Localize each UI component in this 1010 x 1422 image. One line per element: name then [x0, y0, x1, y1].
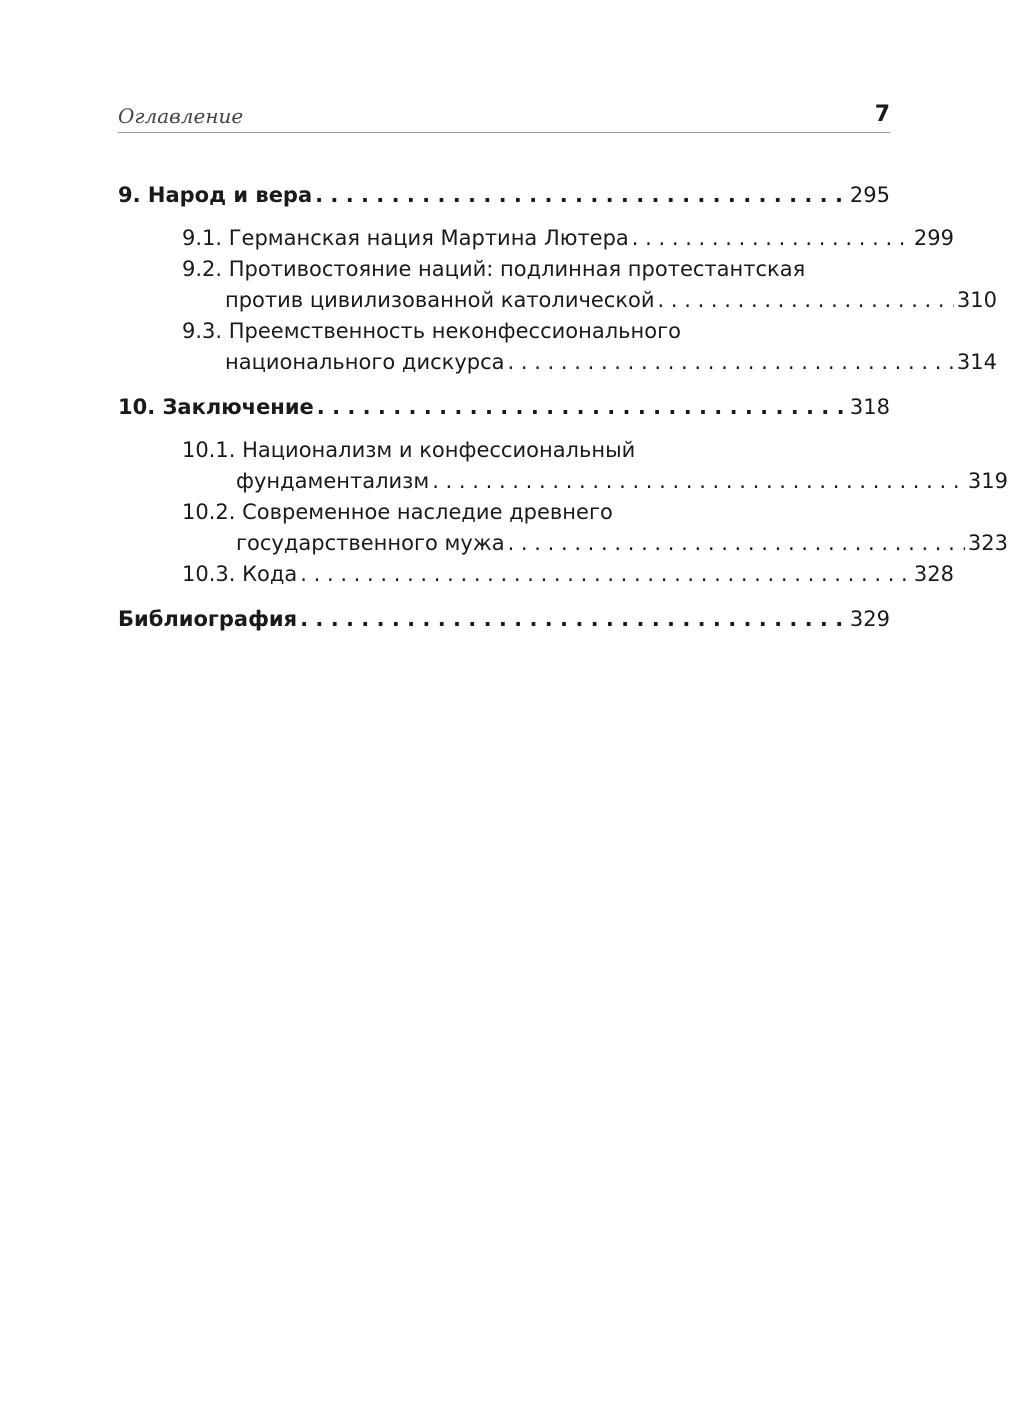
toc-page-number: 328 — [913, 562, 954, 586]
toc-chapter-9-sections — [118, 223, 997, 378]
running-header — [118, 100, 890, 133]
toc-page-number: 314 — [956, 350, 997, 374]
toc-section-title: 9.2. Противостояние наций: подлинная протестантская — [182, 257, 806, 281]
toc-chapter-title: 10. Заключение — [118, 395, 314, 419]
toc-section-title-continued: фундаментализм — [236, 469, 430, 493]
toc-section-title: 9.3. Преемственность неконфессионального — [182, 319, 681, 343]
toc-section-title: 10.2. Современное наследие древнего — [182, 500, 613, 524]
toc-section-9-3[interactable] — [118, 316, 997, 378]
toc-chapter-10-sections — [118, 435, 1008, 590]
toc-section-title-continued: против цивилизованной католической — [225, 288, 655, 312]
toc-page-number: 295 — [849, 183, 890, 207]
toc-section-10-3[interactable] — [118, 559, 954, 590]
toc-section-title-continued: государственного мужа — [236, 531, 505, 555]
toc-page-number: 299 — [913, 226, 954, 250]
toc-chapter-title: 9. Народ и вера — [118, 183, 313, 207]
toc-chapter-10[interactable] — [118, 392, 890, 423]
toc-chapter-title: Библиография — [118, 607, 298, 631]
toc-section-title: 9.1. Германская нация Мартина Лютера — [182, 226, 629, 250]
toc-section-title: 10.1. Национализм и конфессиональный — [182, 438, 636, 462]
toc-section-9-2[interactable] — [118, 254, 997, 316]
table-of-contents — [118, 180, 1008, 647]
toc-page-number: 318 — [849, 395, 890, 419]
dot-leader — [300, 604, 847, 635]
dot-leader — [317, 392, 847, 423]
dot-leader — [315, 180, 847, 211]
toc-page-number: 323 — [967, 531, 1008, 555]
dot-leader — [300, 559, 911, 590]
toc-page-number: 329 — [849, 607, 890, 631]
toc-section-title: 10.3. Кода — [182, 562, 298, 586]
toc-section-10-2[interactable] — [118, 497, 1008, 559]
toc-bibliography[interactable] — [118, 604, 890, 635]
toc-section-9-1[interactable] — [118, 223, 954, 254]
toc-section-10-1[interactable] — [118, 435, 1008, 497]
header-page-number: 7 — [874, 102, 890, 127]
toc-page-number: 319 — [967, 469, 1008, 493]
dot-leader — [508, 528, 965, 559]
dot-leader — [432, 466, 965, 497]
dot-leader — [658, 285, 954, 316]
toc-section-title-continued: национального дискурса — [225, 350, 505, 374]
toc-chapter-9[interactable] — [118, 180, 890, 211]
toc-page-number: 310 — [956, 288, 997, 312]
dot-leader — [632, 223, 911, 254]
header-title: Оглавление — [118, 104, 244, 128]
dot-leader — [508, 347, 954, 378]
